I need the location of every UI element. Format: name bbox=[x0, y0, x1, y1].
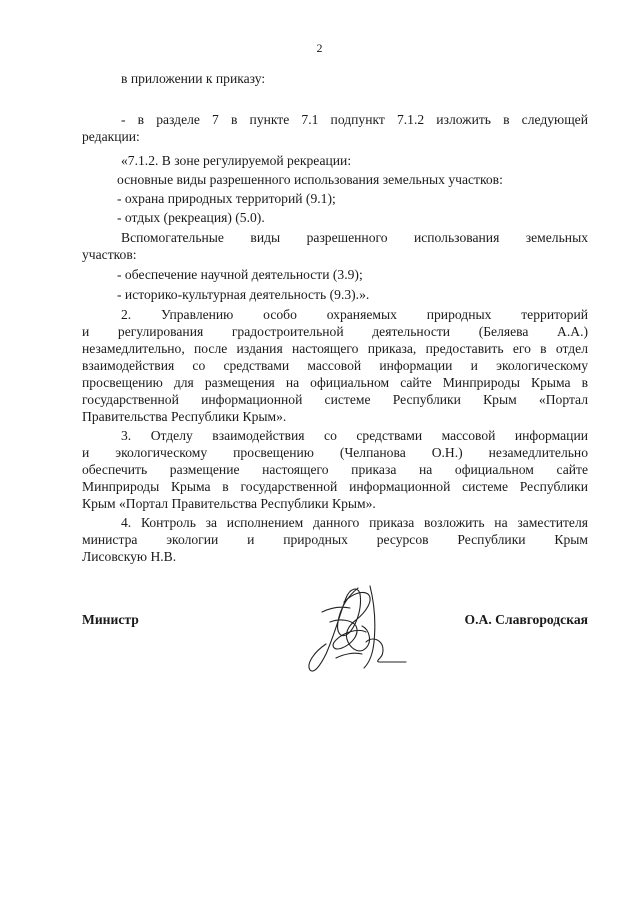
text-line: Вспомогательные виды разрешенного использования земельных bbox=[121, 230, 588, 245]
text-line: - отдых (рекреация) (5.0). bbox=[117, 210, 265, 225]
page-number: 2 bbox=[316, 41, 323, 55]
text-line: просвещению для размещения на официальном сайте Минприроды Крыма в bbox=[82, 375, 588, 390]
signatory-title: Министр bbox=[82, 612, 139, 627]
text-line: взаимодействия со средствами массовой информации и экологическому bbox=[82, 358, 588, 373]
text-line: - охрана природных территорий (9.1); bbox=[117, 191, 336, 206]
handwritten-signature bbox=[300, 582, 410, 682]
text-line: обеспечить размещение настоящего приказа на официальном сайте bbox=[82, 462, 588, 477]
text-line: - в разделе 7 в пункте 7.1 подпункт 7.1.2 изложить в следующей bbox=[121, 112, 588, 127]
text-line: Крым «Портал Правительства Республики Крым». bbox=[82, 496, 376, 511]
signatory-name: О.А. Славгородская bbox=[464, 612, 588, 627]
text-line: «7.1.2. В зоне регулируемой рекреации: bbox=[121, 153, 352, 168]
text-line: 3. Отделу взаимодействия со средствами массовой информации bbox=[121, 428, 588, 443]
text-line: - обеспечение научной деятельности (3.9); bbox=[117, 267, 363, 282]
text-line: 4. Контроль за исполнением данного приказа возложить на заместителя bbox=[121, 515, 588, 530]
text-line: редакции: bbox=[82, 129, 140, 144]
text-line: Лисовскую Н.В. bbox=[82, 549, 177, 564]
text-line: в приложении к приказу: bbox=[121, 71, 266, 86]
text-line: незамедлительно, после издания настоящего приказа, предоставить его в отдел bbox=[82, 341, 588, 356]
text-line: Правительства Республики Крым». bbox=[82, 409, 287, 424]
text-line: и экологическому просвещению (Челпанова О.Н.) незамедлительно bbox=[82, 445, 588, 460]
text-line: министра экологии и природных ресурсов Республики Крым bbox=[82, 532, 588, 547]
text-line: 2. Управлению особо охраняемых природных территорий bbox=[121, 307, 588, 322]
text-line: государственной информационной системе Республики Крым «Портал bbox=[82, 392, 588, 407]
text-line: основные виды разрешенного использования земельных участков: bbox=[117, 172, 503, 187]
text-line: Минприроды Крыма в государственной информационной системе Республики bbox=[82, 479, 588, 494]
text-line: - историко-культурная деятельность (9.3).». bbox=[117, 287, 370, 302]
text-line: и регулирования градостроительной деятельности (Беляева А.А.) bbox=[82, 324, 588, 339]
text-line: участков: bbox=[82, 247, 137, 262]
